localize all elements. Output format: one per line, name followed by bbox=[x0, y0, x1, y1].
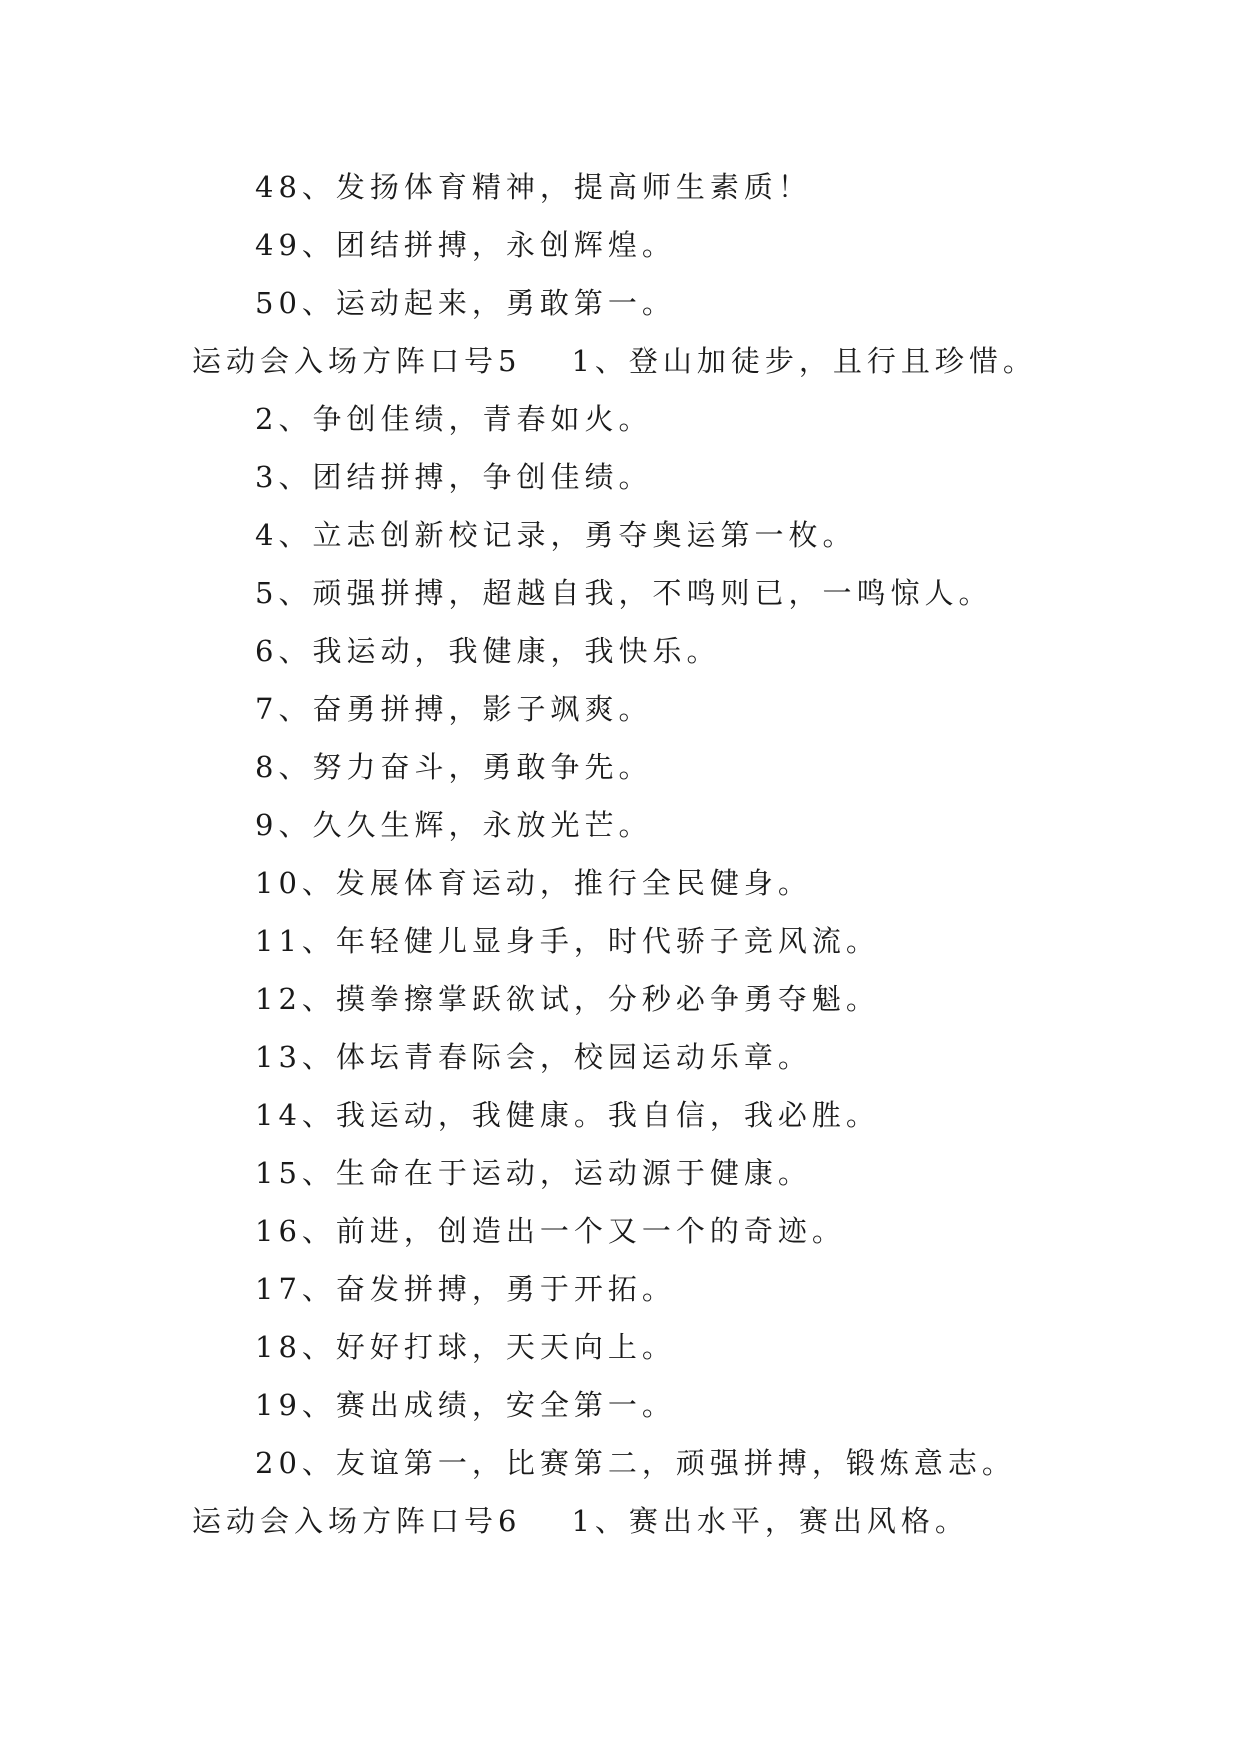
slogan-item: 6、我运动，我健康，我快乐。 bbox=[255, 634, 721, 668]
slogan-item: 14、我运动，我健康。我自信，我必胜。 bbox=[255, 1098, 880, 1132]
slogan-item: 18、好好打球，天天向上。 bbox=[255, 1330, 676, 1364]
slogan-item: 13、体坛青春际会，校园运动乐章。 bbox=[255, 1040, 812, 1074]
section-heading-5 bbox=[192, 341, 1037, 381]
slogan-item: 9、久久生辉，永放光芒。 bbox=[255, 808, 653, 842]
slogan-item: 19、赛出成绩，安全第一。 bbox=[255, 1388, 676, 1422]
slogan-item: 10、发展体育运动，推行全民健身。 bbox=[255, 866, 812, 900]
slogan-item: 4、立志创新校记录，勇夺奥运第一枚。 bbox=[255, 518, 857, 552]
slogan-item: 1、登山加徒步，且行且珍惜。 bbox=[571, 344, 1037, 378]
slogan-item: 49、团结拼搏，永创辉煌。 bbox=[255, 228, 676, 262]
slogan-item: 7、奋勇拼搏，影子飒爽。 bbox=[255, 692, 653, 726]
section-title: 运动会入场方阵口号5 bbox=[192, 344, 522, 378]
slogan-item: 5、顽强拼搏，超越自我，不鸣则已，一鸣惊人。 bbox=[255, 576, 993, 610]
section-title: 运动会入场方阵口号6 bbox=[192, 1504, 522, 1538]
slogan-item: 1、赛出水平，赛出风格。 bbox=[571, 1504, 969, 1538]
slogan-item: 20、友谊第一，比赛第二，顽强拼搏，锻炼意志。 bbox=[255, 1446, 1016, 1480]
slogan-item: 48、发扬体育精神，提高师生素质！ bbox=[255, 170, 812, 204]
slogan-item: 3、团结拼搏，争创佳绩。 bbox=[255, 460, 653, 494]
slogan-item: 12、摸拳擦掌跃欲试，分秒必争勇夺魁。 bbox=[255, 982, 880, 1016]
slogan-item: 8、努力奋斗，勇敢争先。 bbox=[255, 750, 653, 784]
slogan-item: 11、年轻健儿显身手，时代骄子竞风流。 bbox=[255, 924, 880, 958]
slogan-item: 16、前进，创造出一个又一个的奇迹。 bbox=[255, 1214, 846, 1248]
slogan-item: 50、运动起来，勇敢第一。 bbox=[255, 286, 676, 320]
slogan-item: 17、奋发拼搏，勇于开拓。 bbox=[255, 1272, 676, 1306]
slogan-item: 2、争创佳绩，青春如火。 bbox=[255, 402, 653, 436]
slogan-item: 15、生命在于运动，运动源于健康。 bbox=[255, 1156, 812, 1190]
section-heading-6 bbox=[192, 1501, 969, 1541]
